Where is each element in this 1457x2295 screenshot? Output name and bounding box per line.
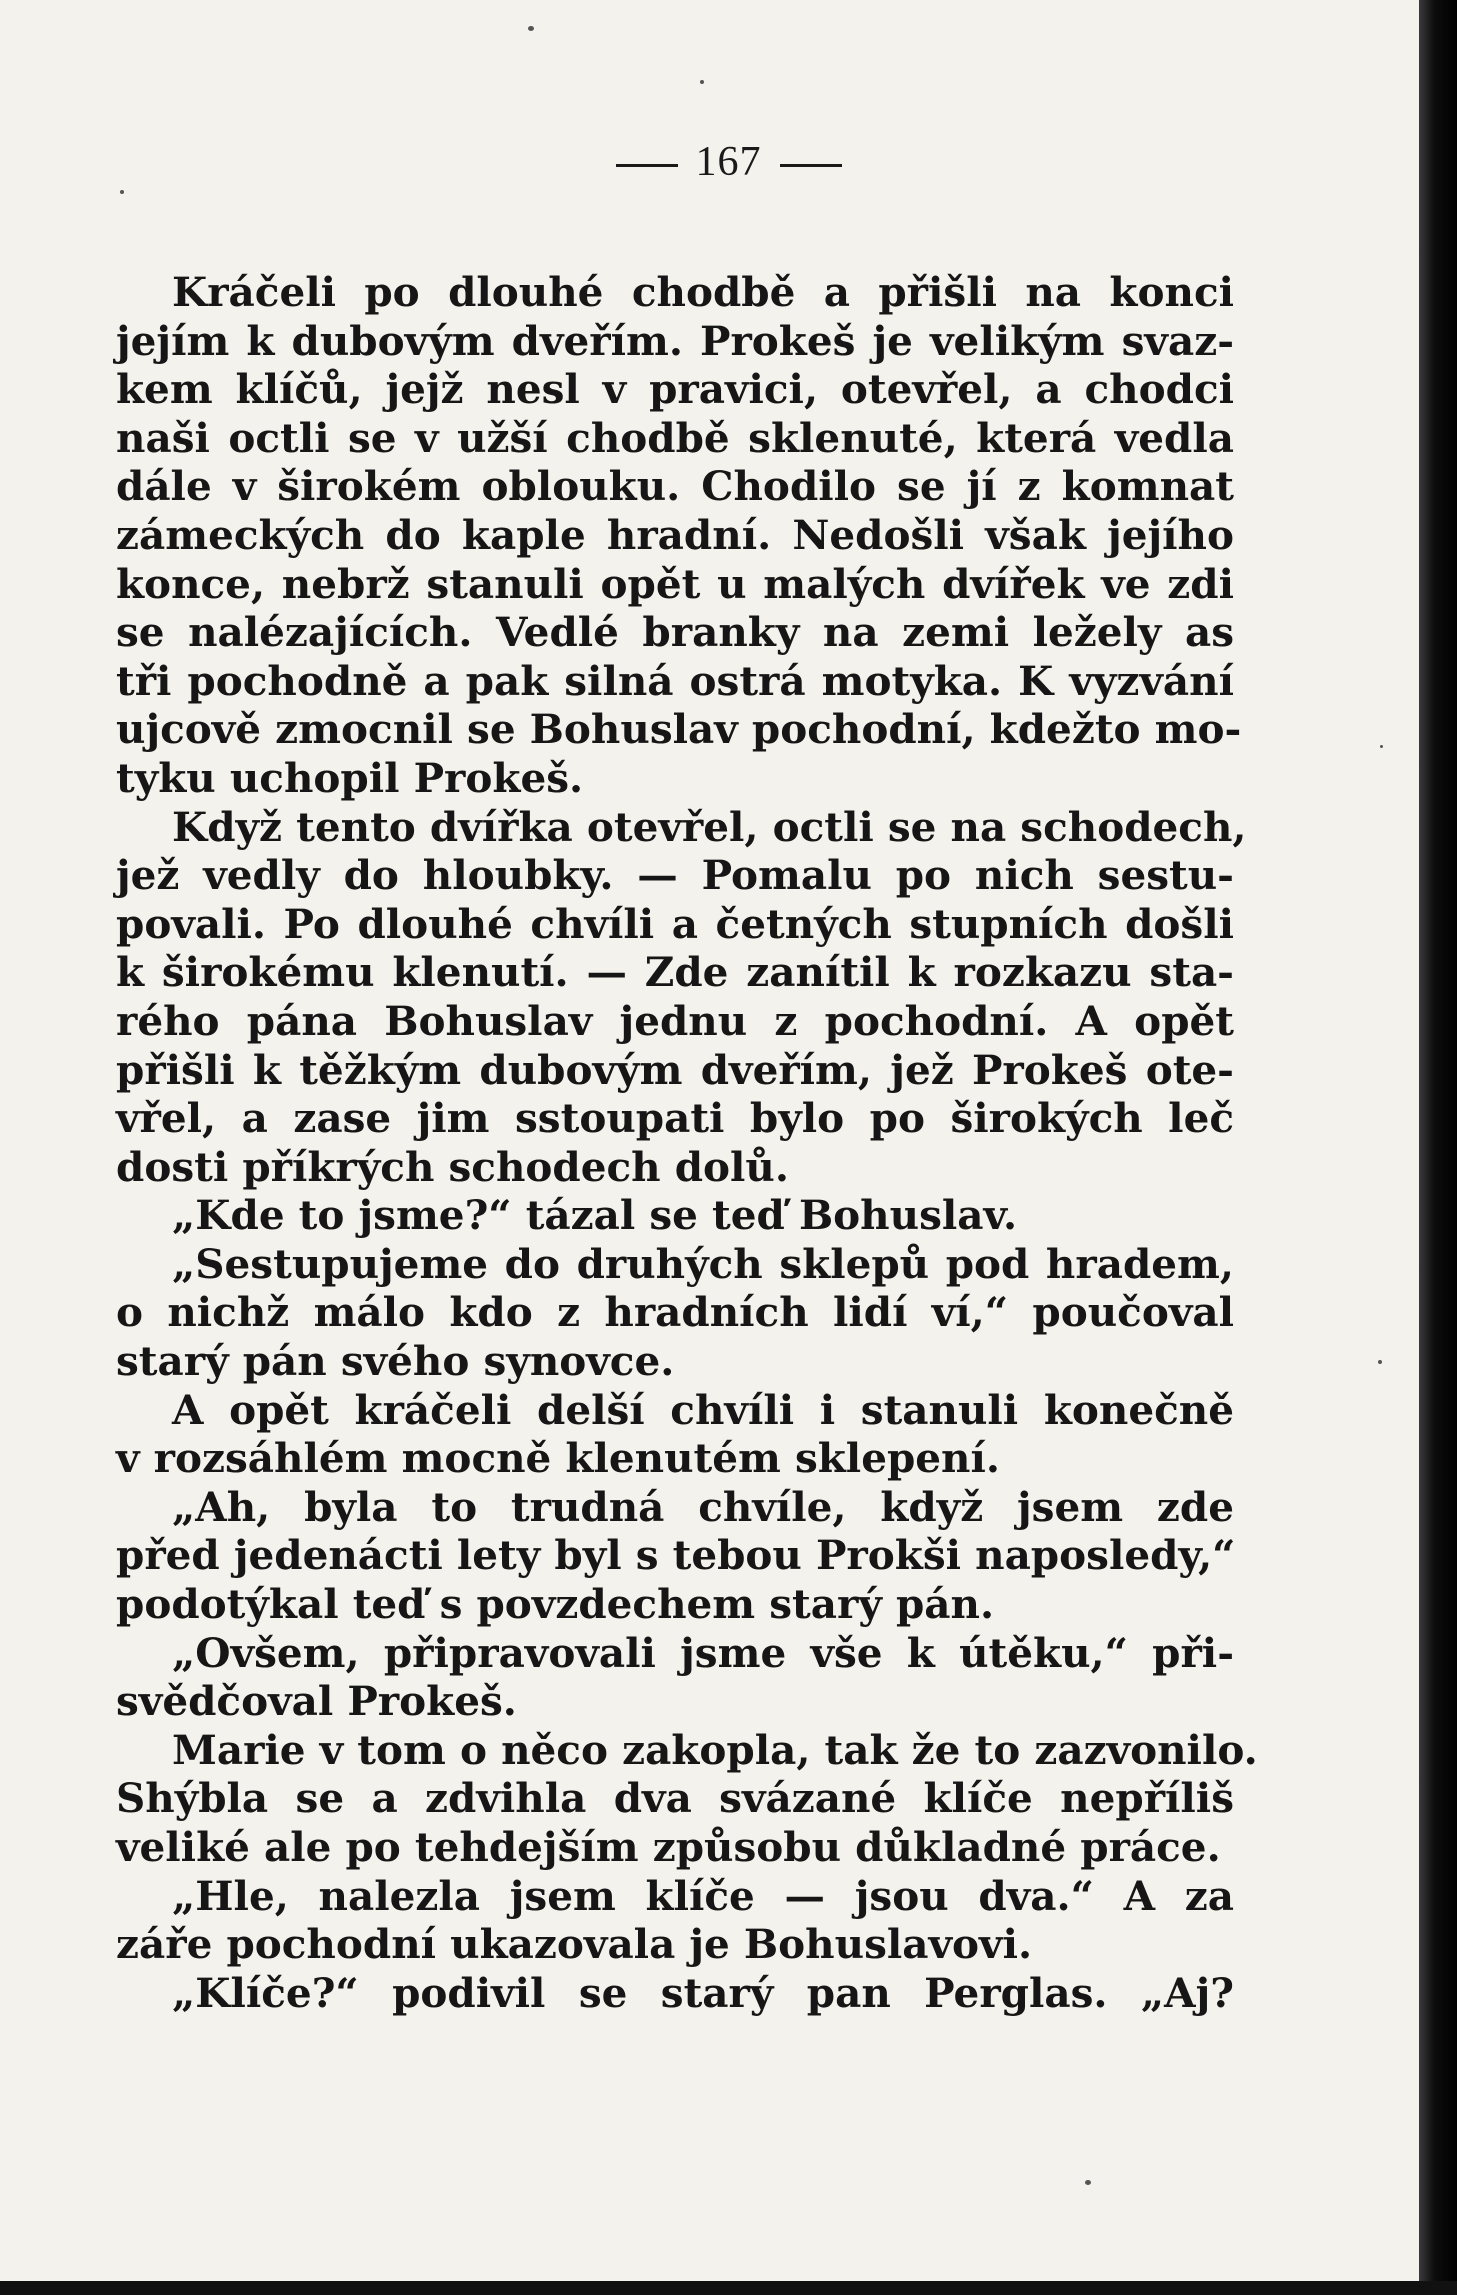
- text-line: „Klíče?“ podivil se starý pan Perglas. „Aj?: [172, 1968, 1234, 2017]
- text-line: konce, nebrž stanuli opět u malých dvířek ve zdi: [116, 559, 1234, 608]
- page-number: [0, 138, 1457, 186]
- text-line: A opět kráčeli delší chvíli i stanuli konečně: [172, 1385, 1234, 1434]
- text-line: tři pochodně a pak silná ostrá motyka. K vyzvání: [116, 656, 1234, 705]
- scan-edge-right: [1419, 0, 1457, 2295]
- text-line: před jedenácti lety byl s tebou Prokši naposledy,“: [116, 1531, 1236, 1580]
- text-line: Marie v tom o něco zakopla, tak že to zazvonilo.: [172, 1725, 1258, 1774]
- text-line: Shýbla se a zdvihla dva svázané klíče nepříliš: [116, 1774, 1234, 1823]
- scan-edge-bottom: [0, 2281, 1457, 2295]
- text-line: starý pán svého synovce.: [116, 1337, 675, 1386]
- text-line: povali. Po dlouhé chvíli a četných stupních došli: [116, 899, 1234, 948]
- body-text: [116, 268, 1258, 2017]
- text-line: dále v širokém oblouku. Chodilo se jí z komnat: [116, 462, 1234, 511]
- text-line: přišli k těžkým dubovým dveřím, jež Prokeš ote-: [116, 1045, 1234, 1094]
- text-line: ujcově zmocnil se Bohuslav pochodní, kdežto mo-: [116, 705, 1242, 754]
- text-line: záře pochodní ukazovala je Bohuslavovi.: [116, 1920, 1033, 1969]
- text-line: „Hle, nalezla jsem klíče — jsou dva.“ A za: [172, 1871, 1234, 1920]
- text-line: veliké ale po tehdejším způsobu důkladné práce.: [116, 1823, 1221, 1871]
- text-line: zámeckých do kaple hradní. Nedošli však jejího: [116, 510, 1234, 559]
- text-line: Když tento dvířka otevřel, octli se na schodech,: [172, 802, 1247, 851]
- text-line: k širokému klenutí. — Zde zanítil k rozkazu sta-: [116, 948, 1234, 997]
- text-line: kem klíčů, jejž nesl v pravici, otevřel, a chodci: [116, 365, 1234, 414]
- text-line: „Sestupujeme do druhých sklepů pod hradem,: [172, 1239, 1234, 1288]
- text-line: Kráčeli po dlouhé chodbě a přišli na konci: [172, 268, 1234, 316]
- text-line: svědčoval Prokeš.: [116, 1677, 517, 1726]
- text-line: jejím k dubovým dveřím. Prokeš je velikým svaz-: [116, 316, 1234, 365]
- text-line: tyku uchopil Prokeš.: [116, 753, 584, 802]
- text-line: „Kde to jsme?“ tázal se teď Bohuslav.: [172, 1191, 1018, 1240]
- text-line: naši octli se v užší chodbě sklenuté, která vedla: [116, 413, 1234, 462]
- page-number-right-dash: [780, 164, 842, 167]
- text-line: „Ah, byla to trudná chvíle, když jsem zde: [172, 1482, 1234, 1531]
- text-line: vřel, a zase jim sstoupati bylo po širokých leč: [116, 1094, 1234, 1143]
- text-line: podotýkal teď s povzdechem starý pán.: [116, 1580, 995, 1629]
- text-line: rého pána Bohuslav jednu z pochodní. A opět: [116, 996, 1234, 1045]
- text-line: jež vedly do hloubky. — Pomalu po nich sestu-: [116, 851, 1234, 900]
- page-number-left-dash: [616, 164, 678, 167]
- page-number-text: 167: [695, 139, 762, 185]
- text-line: dosti příkrých schodech dolů.: [116, 1142, 789, 1191]
- text-line: „Ovšem, připravovali jsme vše k útěku,“ při-: [172, 1628, 1234, 1677]
- text-line: v rozsáhlém mocně klenutém sklepení.: [116, 1434, 1000, 1483]
- text-line: o nichž málo kdo z hradních lidí ví,“ poučoval: [116, 1288, 1234, 1337]
- text-line: se nalézajících. Vedlé branky na zemi ležely as: [116, 608, 1234, 657]
